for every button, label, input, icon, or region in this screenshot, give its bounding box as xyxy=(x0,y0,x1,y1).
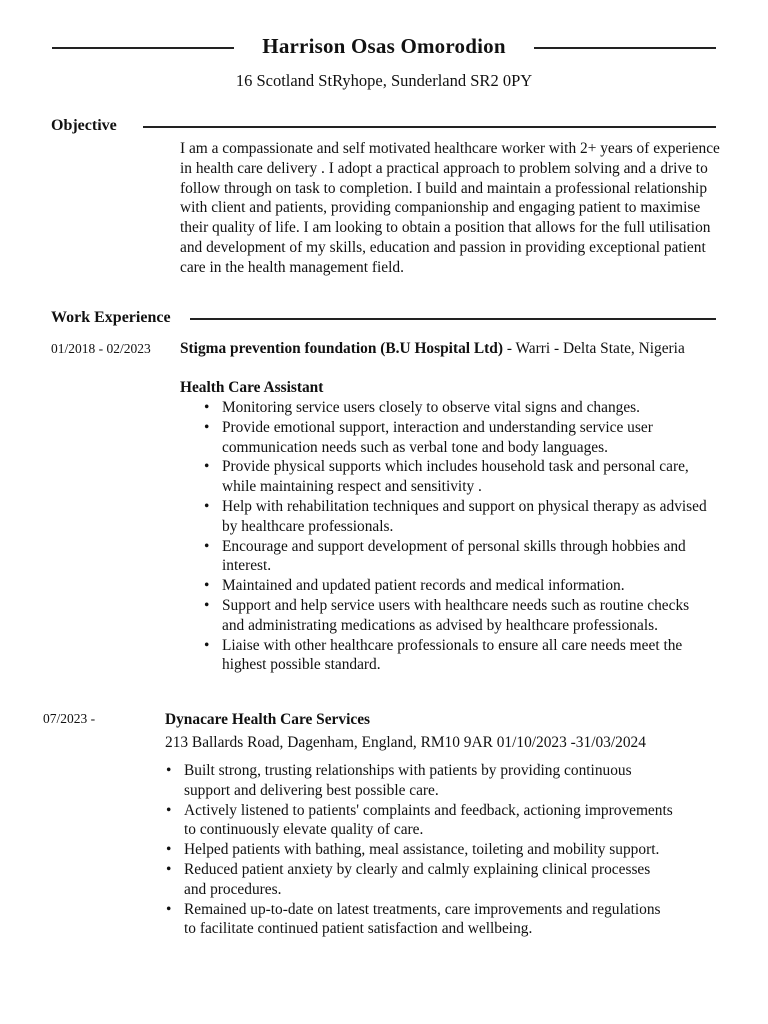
bullet-icon: • xyxy=(204,537,210,555)
bullet-icon: • xyxy=(204,577,210,595)
job2-dates: 07/2023 - xyxy=(43,711,96,726)
bullet-icon: • xyxy=(166,900,172,918)
bullet-icon: • xyxy=(166,860,172,878)
list-item: • Reduced patient anxiety by clearly and calmly explaining clinical processes and procedures. xyxy=(166,860,651,898)
job2-bullet-list xyxy=(166,761,674,939)
job2-employer: Dynacare Health Care Services xyxy=(165,711,371,728)
list-item: • Support and help service users with healthcare needs such as routine checks and administrating medications as advised by healthcare professionals. xyxy=(204,596,690,634)
job1-header xyxy=(180,339,710,359)
list-item: • Provide emotional support, interaction and understanding service user communication needs such as verbal tone and body languages. xyxy=(204,418,653,456)
list-item: • Help with rehabilitation techniques and support on physical therapy as advised by healthcare professionals. xyxy=(204,497,707,535)
job1-bullet-list xyxy=(204,398,714,675)
objective-heading: Objective xyxy=(51,117,117,134)
list-item: • Maintained and updated patient records and medical information. xyxy=(204,577,625,595)
job1-employer: Stigma prevention foundation (B.U Hospital Ltd) xyxy=(180,340,503,357)
work-experience-rule xyxy=(190,318,716,320)
objective-rule xyxy=(143,126,716,128)
job1-location: - Warri - Delta State, Nigeria xyxy=(502,340,685,357)
list-item: • Provide physical supports which includes household task and personal care, while maintaining respect and sensitivity . xyxy=(204,458,689,496)
work-experience-heading: Work Experience xyxy=(51,309,171,326)
bullet-icon: • xyxy=(204,596,210,614)
bullet-icon: • xyxy=(204,399,210,416)
job1-dates: 01/2018 - 02/2023 xyxy=(51,341,151,356)
bullet-icon: • xyxy=(166,841,172,859)
objective-text: I am a compassionate and self motivated healthcare worker with 2+ years of experience in health care delivery . I adopt a practical approach to problem solving and a drive to follow through on task to completion. I build and maintain a professional relationship with client and patients, providing companionship and engaging patient to maximise their quality of life. I am looking to obtain a position that allows for the full utilisation and development of my skills, education and passion in providing exceptional patient care in the health management field. xyxy=(180,140,720,276)
job1-role: Health Care Assistant xyxy=(180,379,324,396)
list-item: • Liaise with other healthcare professionals to ensure all care needs meet the highest possible standard. xyxy=(204,636,683,674)
job2-address: 213 Ballards Road, Dagenham, England, RM10 9AR 01/10/2023 -31/03/2024 xyxy=(165,734,646,751)
list-item: • Remained up-to-date on latest treatments, care improvements and regulations to facilitate continued patient satisfaction and wellbeing. xyxy=(166,900,661,938)
list-item: • Encourage and support development of personal skills through hobbies and interest. xyxy=(204,537,686,575)
bullet-icon: • xyxy=(204,497,210,515)
list-item: • Actively listened to patients' complaints and feedback, actioning improvements to continuously elevate quality of care. xyxy=(166,801,673,839)
bullet-icon: • xyxy=(204,458,210,476)
candidate-address: 16 Scotland StRyhope, Sunderland SR2 0PY xyxy=(235,71,533,90)
bullet-icon: • xyxy=(204,636,210,654)
list-item: • Built strong, trusting relationships with patients by providing continuous support and delivering best possible care. xyxy=(166,762,632,799)
list-item: • Helped patients with bathing, meal assistance, toileting and mobility support. xyxy=(166,841,660,859)
bullet-icon: • xyxy=(166,801,172,819)
bullet-icon: • xyxy=(204,418,210,436)
bullet-icon: • xyxy=(166,762,172,779)
list-item: • Monitoring service users closely to observe vital signs and changes. xyxy=(204,399,641,416)
candidate-name: Harrison Osas Omorodion xyxy=(262,34,506,58)
